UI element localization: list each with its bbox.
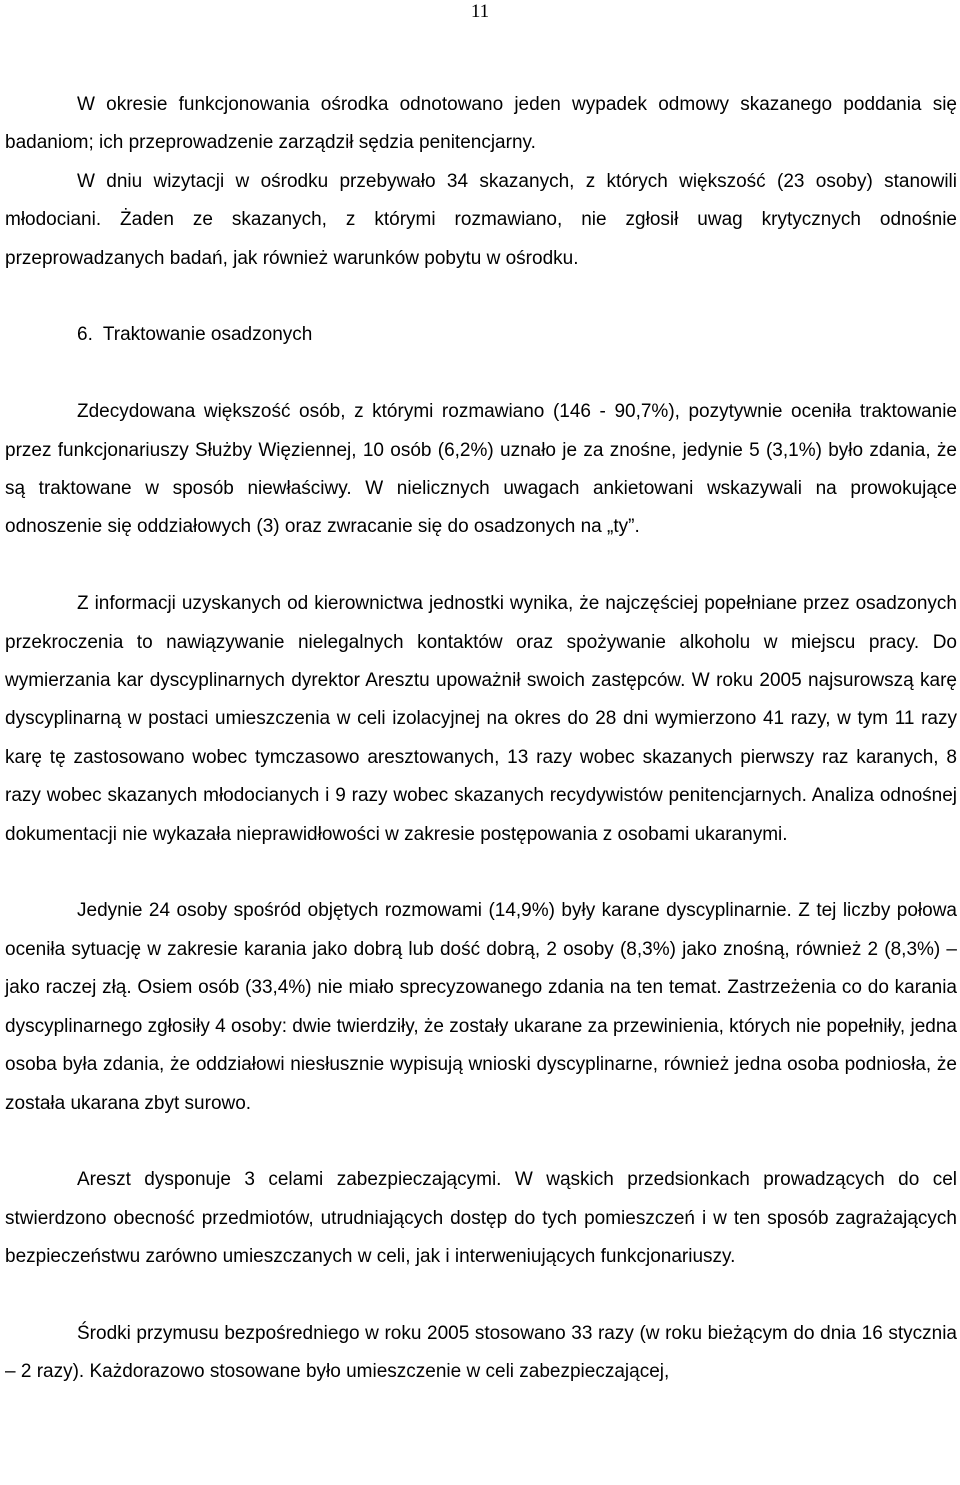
page-number: 11 bbox=[470, 1, 490, 22]
paragraph-coercive-measures: Środki przymusu bezpośredniego w roku 2005 stosowano 33 razy (w roku bieżącym do dnia 16 stycznia – 2 razy). Każdorazowo stosowane było umieszczenie w celi zabezpieczającej, bbox=[5, 1322, 957, 1383]
section-number: 6. bbox=[77, 324, 93, 346]
paragraph-disciplinary-penalties: Z informacji uzyskanych od kierownictwa jednostki wynika, że najczęściej popełniane przez osadzonych przekroczenia to nawiązywanie nielegalnych kontaktów oraz spożywanie alkoholu w miejscu pracy. Do wymierzania kar dyscyplinarnych dyrektor Aresztu upoważnił swoich zastępców. W roku 2005 najsurowszą karę dyscyplinarną w postaci umieszczenia w celi izolacyjnej na okres do 28 dni wymierzono 41 razy, w tym 11 razy karę tę zastosowano wobec tymczasowo aresztowanych, 13 razy wobec skazanych pierwszy raz karanych, 8 razy wobec skazanych młodocianych i 9 razy wobec skazanych recydywistów penitencjarnych. Analiza odnośnej dokumentacji nie wykazała nieprawidłowości w zakresie postępowania z osobami ukaranymi. bbox=[5, 593, 957, 845]
paragraph-center-population: W dniu wizytacji w ośrodku przebywało 34 skazanych, z których większość (23 osoby) stanowili młodociani. Żaden ze skazanych, z którymi rozmawiano, nie zgłosił uwag krytycznych odnośnie przeprowadzanych badań, jak również warunków pobytu w ośrodku. bbox=[5, 170, 957, 269]
paragraph-disciplinary-opinions: Jedynie 24 osoby spośród objętych rozmowami (14,9%) były karane dyscyplinarnie. Z tej liczby połowa oceniła sytuację w zakresie karania jako dobrą lub dość dobrą, 2 osoby (8,3%) jako znośną, również 2 (8,3%) – jako raczej złą. Osiem osób (33,4%) nie miało sprecyzowanego zdania na ten temat. Zastrzeżenia co do karania dyscyplinarnego zgłosiły 4 osoby: dwie twierdziły, że zostały ukarane za przewinienia, których nie popełniły, jedna osoba była zdania, że oddziałowi niesłusznie wypisują wnioski dyscyplinarne, również jedna osoba podniosła, że została ukarana zbyt surowo. bbox=[5, 900, 957, 1114]
paragraph-exam-refusal: W okresie funkcjonowania ośrodka odnotowano jeden wypadek odmowy skazanego poddania się badaniom; ich przeprowadzenie zarządził sędzia penitencjarny. bbox=[5, 94, 957, 154]
paragraph-security-cells: Areszt dysponuje 3 celami zabezpieczającymi. W wąskich przedsionkach prowadzących do cel stwierdzono obecność przedmiotów, utrudniających dostęp do tych pomieszczeń i w ten sposób zagrażających bezpieczeństwu zarówno umieszczanych w celi, jak i interweniujących funkcjonariuszy. bbox=[5, 1169, 957, 1268]
section-title: Traktowanie osadzonych bbox=[102, 324, 313, 346]
document-body bbox=[5, 86, 957, 1392]
section-heading bbox=[5, 316, 957, 354]
paragraph-treatment-survey: Zdecydowana większość osób, z którymi rozmawiano (146 - 90,7%), pozytywnie oceniła traktowanie przez funkcjonariuszy Służby Więziennej, 10 osób (6,2%) uznało je za znośne, jedynie 5 (3,1%) było zdania, że są traktowane w sposób niewłaściwy. W nielicznych uwagach ankietowani wskazywali na prowokujące odnoszenie się oddziałowych (3) oraz zwracanie się do osadzonych na „ty”. bbox=[5, 401, 957, 538]
